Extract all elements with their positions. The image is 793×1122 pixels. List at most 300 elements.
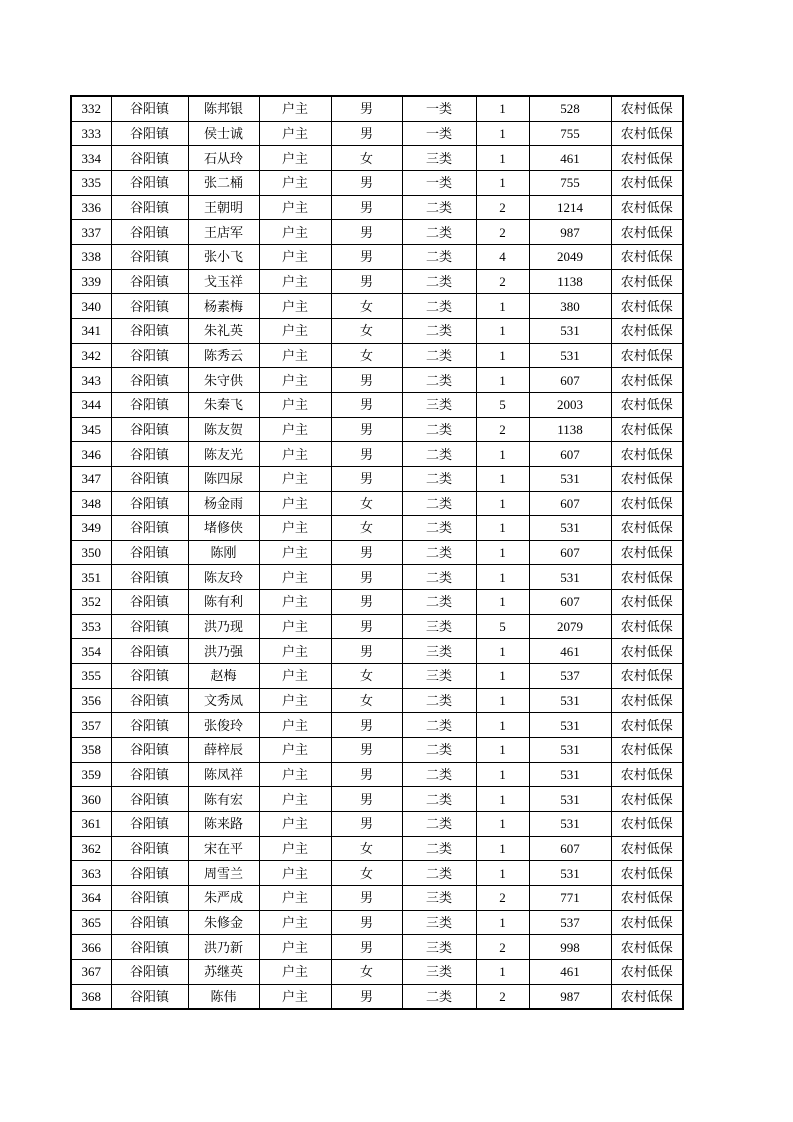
col-name: 陈友光 <box>188 442 259 467</box>
col-amount: 1138 <box>529 269 611 294</box>
col-index: 364 <box>71 886 111 911</box>
col-town: 谷阳镇 <box>111 195 188 220</box>
col-town: 谷阳镇 <box>111 639 188 664</box>
col-name: 洪乃强 <box>188 639 259 664</box>
col-assistance-type: 农村低保 <box>611 959 683 984</box>
col-assistance-type: 农村低保 <box>611 935 683 960</box>
col-amount: 531 <box>529 565 611 590</box>
col-town: 谷阳镇 <box>111 984 188 1009</box>
table-row <box>71 318 683 343</box>
col-index: 332 <box>71 96 111 121</box>
col-town: 谷阳镇 <box>111 664 188 689</box>
col-relation: 户主 <box>259 491 331 516</box>
col-gender: 男 <box>331 935 402 960</box>
col-category: 二类 <box>402 269 476 294</box>
col-name: 杨素梅 <box>188 294 259 319</box>
col-people-count: 1 <box>476 318 529 343</box>
col-name: 石从玲 <box>188 146 259 171</box>
table-row <box>71 195 683 220</box>
col-people-count: 1 <box>476 688 529 713</box>
col-town: 谷阳镇 <box>111 294 188 319</box>
col-people-count: 1 <box>476 540 529 565</box>
col-people-count: 5 <box>476 614 529 639</box>
col-assistance-type: 农村低保 <box>611 220 683 245</box>
col-gender: 男 <box>331 195 402 220</box>
col-gender: 男 <box>331 392 402 417</box>
col-amount: 537 <box>529 664 611 689</box>
col-relation: 户主 <box>259 170 331 195</box>
col-name: 陈秀云 <box>188 343 259 368</box>
col-town: 谷阳镇 <box>111 910 188 935</box>
col-town: 谷阳镇 <box>111 146 188 171</box>
col-assistance-type: 农村低保 <box>611 121 683 146</box>
col-assistance-type: 农村低保 <box>611 491 683 516</box>
col-assistance-type: 农村低保 <box>611 96 683 121</box>
col-people-count: 2 <box>476 984 529 1009</box>
col-name: 陈四尿 <box>188 466 259 491</box>
col-town: 谷阳镇 <box>111 713 188 738</box>
col-name: 洪乃现 <box>188 614 259 639</box>
col-town: 谷阳镇 <box>111 220 188 245</box>
col-index: 355 <box>71 664 111 689</box>
col-name: 张小飞 <box>188 244 259 269</box>
col-relation: 户主 <box>259 565 331 590</box>
col-gender: 男 <box>331 565 402 590</box>
table-row <box>71 590 683 615</box>
col-amount: 380 <box>529 294 611 319</box>
col-town: 谷阳镇 <box>111 590 188 615</box>
col-index: 352 <box>71 590 111 615</box>
col-assistance-type: 农村低保 <box>611 318 683 343</box>
col-index: 349 <box>71 516 111 541</box>
col-name: 朱修金 <box>188 910 259 935</box>
table-row <box>71 491 683 516</box>
table-row <box>71 516 683 541</box>
col-assistance-type: 农村低保 <box>611 392 683 417</box>
col-name: 洪乃新 <box>188 935 259 960</box>
col-amount: 461 <box>529 146 611 171</box>
table-row <box>71 959 683 984</box>
col-amount: 771 <box>529 886 611 911</box>
col-category: 二类 <box>402 688 476 713</box>
col-category: 二类 <box>402 836 476 861</box>
col-amount: 1214 <box>529 195 611 220</box>
col-index: 367 <box>71 959 111 984</box>
col-category: 二类 <box>402 713 476 738</box>
col-category: 二类 <box>402 318 476 343</box>
col-town: 谷阳镇 <box>111 812 188 837</box>
col-people-count: 1 <box>476 442 529 467</box>
table-row <box>71 886 683 911</box>
col-amount: 755 <box>529 170 611 195</box>
table-row <box>71 442 683 467</box>
col-name: 文秀凤 <box>188 688 259 713</box>
col-name: 陈凤祥 <box>188 762 259 787</box>
col-category: 二类 <box>402 220 476 245</box>
col-people-count: 1 <box>476 713 529 738</box>
col-amount: 531 <box>529 343 611 368</box>
col-gender: 女 <box>331 688 402 713</box>
col-people-count: 1 <box>476 836 529 861</box>
col-town: 谷阳镇 <box>111 96 188 121</box>
col-people-count: 2 <box>476 417 529 442</box>
table-row <box>71 269 683 294</box>
col-relation: 户主 <box>259 762 331 787</box>
col-relation: 户主 <box>259 738 331 763</box>
col-index: 348 <box>71 491 111 516</box>
col-town: 谷阳镇 <box>111 442 188 467</box>
col-index: 360 <box>71 787 111 812</box>
table-row <box>71 935 683 960</box>
col-index: 339 <box>71 269 111 294</box>
table-row <box>71 392 683 417</box>
col-relation: 户主 <box>259 910 331 935</box>
col-amount: 531 <box>529 787 611 812</box>
col-relation: 户主 <box>259 614 331 639</box>
col-index: 346 <box>71 442 111 467</box>
col-relation: 户主 <box>259 688 331 713</box>
col-relation: 户主 <box>259 294 331 319</box>
col-name: 杨金雨 <box>188 491 259 516</box>
col-people-count: 1 <box>476 368 529 393</box>
col-gender: 女 <box>331 516 402 541</box>
table-row <box>71 836 683 861</box>
col-name: 朱礼英 <box>188 318 259 343</box>
col-relation: 户主 <box>259 935 331 960</box>
col-index: 342 <box>71 343 111 368</box>
col-index: 357 <box>71 713 111 738</box>
col-town: 谷阳镇 <box>111 836 188 861</box>
col-assistance-type: 农村低保 <box>611 910 683 935</box>
col-name: 陈伟 <box>188 984 259 1009</box>
col-town: 谷阳镇 <box>111 787 188 812</box>
col-assistance-type: 农村低保 <box>611 540 683 565</box>
table-row <box>71 96 683 121</box>
table-row <box>71 762 683 787</box>
col-category: 二类 <box>402 590 476 615</box>
col-relation: 户主 <box>259 664 331 689</box>
col-town: 谷阳镇 <box>111 516 188 541</box>
col-gender: 女 <box>331 343 402 368</box>
col-gender: 男 <box>331 787 402 812</box>
col-amount: 2079 <box>529 614 611 639</box>
col-gender: 男 <box>331 466 402 491</box>
col-assistance-type: 农村低保 <box>611 269 683 294</box>
col-index: 366 <box>71 935 111 960</box>
col-category: 二类 <box>402 417 476 442</box>
col-town: 谷阳镇 <box>111 738 188 763</box>
col-people-count: 5 <box>476 392 529 417</box>
col-category: 二类 <box>402 762 476 787</box>
table-row <box>71 244 683 269</box>
col-gender: 女 <box>331 836 402 861</box>
col-town: 谷阳镇 <box>111 959 188 984</box>
col-index: 343 <box>71 368 111 393</box>
col-assistance-type: 农村低保 <box>611 590 683 615</box>
col-gender: 男 <box>331 96 402 121</box>
col-assistance-type: 农村低保 <box>611 466 683 491</box>
col-amount: 998 <box>529 935 611 960</box>
col-town: 谷阳镇 <box>111 121 188 146</box>
col-index: 363 <box>71 861 111 886</box>
col-name: 薛梓辰 <box>188 738 259 763</box>
col-amount: 461 <box>529 959 611 984</box>
col-index: 350 <box>71 540 111 565</box>
col-gender: 男 <box>331 984 402 1009</box>
col-category: 二类 <box>402 565 476 590</box>
col-amount: 531 <box>529 713 611 738</box>
col-category: 二类 <box>402 787 476 812</box>
col-gender: 男 <box>331 417 402 442</box>
col-name: 周雪兰 <box>188 861 259 886</box>
col-index: 361 <box>71 812 111 837</box>
col-relation: 户主 <box>259 639 331 664</box>
col-gender: 女 <box>331 146 402 171</box>
col-amount: 531 <box>529 762 611 787</box>
col-category: 二类 <box>402 442 476 467</box>
col-index: 354 <box>71 639 111 664</box>
col-people-count: 1 <box>476 294 529 319</box>
col-amount: 607 <box>529 540 611 565</box>
col-name: 王店军 <box>188 220 259 245</box>
col-index: 337 <box>71 220 111 245</box>
col-town: 谷阳镇 <box>111 935 188 960</box>
col-amount: 987 <box>529 984 611 1009</box>
col-relation: 户主 <box>259 343 331 368</box>
table-row <box>71 146 683 171</box>
col-people-count: 1 <box>476 639 529 664</box>
col-relation: 户主 <box>259 244 331 269</box>
col-name: 陈友贺 <box>188 417 259 442</box>
col-category: 二类 <box>402 738 476 763</box>
col-amount: 528 <box>529 96 611 121</box>
table-row <box>71 984 683 1009</box>
table-row <box>71 540 683 565</box>
col-town: 谷阳镇 <box>111 540 188 565</box>
col-people-count: 2 <box>476 269 529 294</box>
col-gender: 男 <box>331 540 402 565</box>
col-amount: 2049 <box>529 244 611 269</box>
col-amount: 607 <box>529 368 611 393</box>
col-town: 谷阳镇 <box>111 392 188 417</box>
col-relation: 户主 <box>259 195 331 220</box>
col-town: 谷阳镇 <box>111 861 188 886</box>
col-town: 谷阳镇 <box>111 343 188 368</box>
col-category: 一类 <box>402 121 476 146</box>
table-row <box>71 417 683 442</box>
col-assistance-type: 农村低保 <box>611 787 683 812</box>
col-town: 谷阳镇 <box>111 565 188 590</box>
col-town: 谷阳镇 <box>111 466 188 491</box>
col-name: 堵修侠 <box>188 516 259 541</box>
col-amount: 607 <box>529 590 611 615</box>
col-people-count: 2 <box>476 195 529 220</box>
col-assistance-type: 农村低保 <box>611 516 683 541</box>
col-people-count: 1 <box>476 762 529 787</box>
col-name: 张俊玲 <box>188 713 259 738</box>
col-town: 谷阳镇 <box>111 368 188 393</box>
col-gender: 女 <box>331 491 402 516</box>
col-index: 335 <box>71 170 111 195</box>
col-amount: 607 <box>529 491 611 516</box>
col-people-count: 2 <box>476 886 529 911</box>
col-relation: 户主 <box>259 392 331 417</box>
col-category: 二类 <box>402 491 476 516</box>
col-gender: 女 <box>331 664 402 689</box>
col-assistance-type: 农村低保 <box>611 244 683 269</box>
col-category: 二类 <box>402 861 476 886</box>
col-category: 三类 <box>402 910 476 935</box>
col-index: 365 <box>71 910 111 935</box>
col-name: 戈玉祥 <box>188 269 259 294</box>
col-name: 陈有利 <box>188 590 259 615</box>
col-relation: 户主 <box>259 590 331 615</box>
col-people-count: 1 <box>476 664 529 689</box>
col-category: 二类 <box>402 466 476 491</box>
col-assistance-type: 农村低保 <box>611 713 683 738</box>
col-amount: 531 <box>529 318 611 343</box>
col-amount: 531 <box>529 812 611 837</box>
col-assistance-type: 农村低保 <box>611 565 683 590</box>
col-relation: 户主 <box>259 516 331 541</box>
col-relation: 户主 <box>259 318 331 343</box>
col-town: 谷阳镇 <box>111 688 188 713</box>
col-category: 三类 <box>402 664 476 689</box>
col-assistance-type: 农村低保 <box>611 861 683 886</box>
col-people-count: 1 <box>476 590 529 615</box>
col-category: 一类 <box>402 96 476 121</box>
col-amount: 1138 <box>529 417 611 442</box>
col-category: 二类 <box>402 984 476 1009</box>
col-assistance-type: 农村低保 <box>611 738 683 763</box>
col-category: 二类 <box>402 244 476 269</box>
col-category: 二类 <box>402 294 476 319</box>
col-name: 张二桶 <box>188 170 259 195</box>
col-name: 苏继英 <box>188 959 259 984</box>
col-index: 351 <box>71 565 111 590</box>
col-town: 谷阳镇 <box>111 170 188 195</box>
col-assistance-type: 农村低保 <box>611 812 683 837</box>
col-name: 朱守供 <box>188 368 259 393</box>
col-amount: 607 <box>529 836 611 861</box>
col-assistance-type: 农村低保 <box>611 762 683 787</box>
col-amount: 461 <box>529 639 611 664</box>
table-row <box>71 812 683 837</box>
col-name: 陈来路 <box>188 812 259 837</box>
col-assistance-type: 农村低保 <box>611 170 683 195</box>
col-name: 朱秦飞 <box>188 392 259 417</box>
col-amount: 607 <box>529 442 611 467</box>
col-people-count: 2 <box>476 935 529 960</box>
table-row <box>71 565 683 590</box>
col-assistance-type: 农村低保 <box>611 195 683 220</box>
col-index: 368 <box>71 984 111 1009</box>
col-category: 三类 <box>402 392 476 417</box>
col-relation: 户主 <box>259 442 331 467</box>
col-relation: 户主 <box>259 466 331 491</box>
table-row <box>71 170 683 195</box>
col-category: 三类 <box>402 614 476 639</box>
table-row <box>71 639 683 664</box>
col-amount: 755 <box>529 121 611 146</box>
col-category: 三类 <box>402 935 476 960</box>
col-town: 谷阳镇 <box>111 244 188 269</box>
col-index: 353 <box>71 614 111 639</box>
col-people-count: 2 <box>476 220 529 245</box>
col-relation: 户主 <box>259 96 331 121</box>
col-category: 三类 <box>402 639 476 664</box>
col-relation: 户主 <box>259 713 331 738</box>
col-amount: 531 <box>529 861 611 886</box>
col-gender: 女 <box>331 318 402 343</box>
col-category: 三类 <box>402 959 476 984</box>
table-row <box>71 861 683 886</box>
table-row <box>71 294 683 319</box>
col-relation: 户主 <box>259 146 331 171</box>
col-people-count: 4 <box>476 244 529 269</box>
col-name: 陈邦银 <box>188 96 259 121</box>
col-relation: 户主 <box>259 836 331 861</box>
col-gender: 男 <box>331 762 402 787</box>
col-people-count: 1 <box>476 910 529 935</box>
col-people-count: 1 <box>476 861 529 886</box>
col-gender: 男 <box>331 812 402 837</box>
col-people-count: 1 <box>476 787 529 812</box>
table-row <box>71 614 683 639</box>
col-gender: 男 <box>331 368 402 393</box>
col-people-count: 1 <box>476 959 529 984</box>
col-people-count: 1 <box>476 491 529 516</box>
col-people-count: 1 <box>476 565 529 590</box>
col-index: 344 <box>71 392 111 417</box>
col-relation: 户主 <box>259 861 331 886</box>
col-gender: 女 <box>331 861 402 886</box>
col-relation: 户主 <box>259 540 331 565</box>
col-index: 347 <box>71 466 111 491</box>
col-people-count: 1 <box>476 121 529 146</box>
col-people-count: 1 <box>476 343 529 368</box>
col-name: 陈友玲 <box>188 565 259 590</box>
col-category: 一类 <box>402 170 476 195</box>
col-amount: 531 <box>529 738 611 763</box>
col-assistance-type: 农村低保 <box>611 614 683 639</box>
col-category: 二类 <box>402 343 476 368</box>
col-relation: 户主 <box>259 886 331 911</box>
col-people-count: 1 <box>476 170 529 195</box>
col-assistance-type: 农村低保 <box>611 294 683 319</box>
table-row <box>71 121 683 146</box>
col-relation: 户主 <box>259 121 331 146</box>
col-town: 谷阳镇 <box>111 417 188 442</box>
col-category: 三类 <box>402 886 476 911</box>
col-relation: 户主 <box>259 984 331 1009</box>
table-row <box>71 787 683 812</box>
col-name: 陈刚 <box>188 540 259 565</box>
col-people-count: 1 <box>476 146 529 171</box>
col-gender: 女 <box>331 959 402 984</box>
table-row <box>71 910 683 935</box>
table-row <box>71 466 683 491</box>
col-assistance-type: 农村低保 <box>611 343 683 368</box>
col-town: 谷阳镇 <box>111 269 188 294</box>
col-index: 362 <box>71 836 111 861</box>
col-assistance-type: 农村低保 <box>611 688 683 713</box>
col-assistance-type: 农村低保 <box>611 639 683 664</box>
table-row <box>71 220 683 245</box>
col-category: 二类 <box>402 540 476 565</box>
table-row <box>71 688 683 713</box>
col-gender: 男 <box>331 170 402 195</box>
